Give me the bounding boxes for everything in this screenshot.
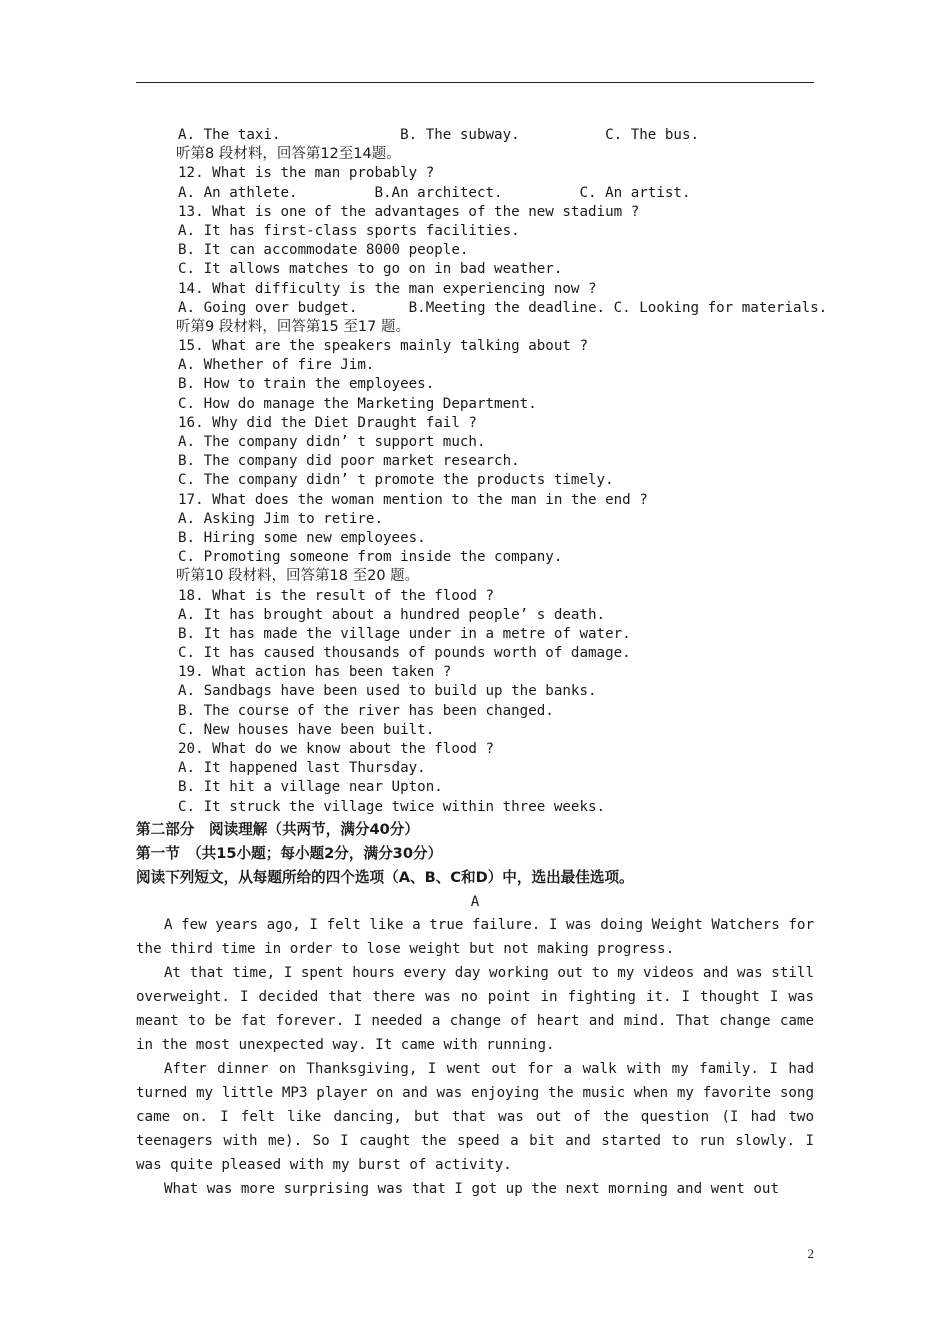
question-line: A. Asking Jim to retire.	[178, 510, 383, 527]
question-line: 15. What are the speakers mainly talking about ?	[178, 338, 588, 355]
question-line: A. It has brought about a hundred people’ s death.	[178, 606, 606, 623]
reading-passage	[136, 913, 814, 1201]
header-rule	[136, 82, 814, 83]
question-line: C. How do manage the Marketing Department.	[178, 395, 537, 412]
question-line: B. It hit a village near Upton.	[178, 779, 443, 796]
question-line: 17. What does the woman mention to the man in the end ?	[178, 491, 648, 508]
question-line: 13. What is one of the advantages of the new stadium ?	[178, 203, 640, 220]
passage-letter: A	[470, 894, 480, 910]
question-line: A. It has first-class sports facilities.	[178, 222, 520, 239]
listening-section-instruction: 听第9 段材料，回答第15 至17 题。	[176, 318, 410, 335]
question-line: B. It has made the village under in a metre of water.	[178, 625, 631, 642]
question-line: 19. What action has been taken ?	[178, 664, 452, 681]
question-line: A. It happened last Thursday.	[178, 760, 426, 777]
question-line: C. It has caused thousands of pounds worth of damage.	[178, 645, 631, 662]
question-line: B. The course of the river has been changed.	[178, 702, 554, 719]
page-number: 2	[807, 1246, 814, 1261]
reading-instruction: 阅读下列短文，从每题所给的四个选项（A、B、C和D）中，选出最佳选项。	[136, 869, 634, 886]
question-line: 18. What is the result of the flood ?	[178, 587, 495, 604]
section-one-heading: 第一节 （共15小题；每小题2分，满分30分）	[136, 845, 443, 862]
question-line: 14. What difficulty is the man experiencing now ?	[178, 280, 597, 297]
part-two-heading: 第二部分 阅读理解（共两节，满分40分）	[136, 821, 419, 838]
listening-questions	[176, 126, 828, 817]
listening-section-instruction: 听第10 段材料，回答第18 至20 题。	[176, 568, 420, 585]
question-line: B. It can accommodate 8000 people.	[178, 242, 469, 259]
question-line: C. The company didn’ t promote the products timely.	[178, 472, 614, 489]
question-line: C. It allows matches to go on in bad weather.	[178, 261, 563, 278]
question-line: A. An athlete. B.An architect. C. An artist.	[178, 184, 691, 201]
passage-paragraph: At that time, I spent hours every day working out to my videos and was still overweight. I decided that there was no point in fighting it. I thought I was meant to be fat forever. I needed a change of heart and mind. That change came in the most unexpected way. It came with running.	[136, 965, 814, 1053]
reading-section-headings	[136, 818, 816, 890]
question-line: 20. What do we know about the flood ?	[178, 741, 495, 757]
question-line: B. How to train the employees.	[178, 376, 435, 393]
question-line: 16. Why did the Diet Draught fail ?	[178, 414, 477, 431]
question-line: A. Going over budget. B.Meeting the deadline. C. Looking for materials.	[178, 299, 828, 316]
question-line: 12. What is the man probably ?	[178, 165, 435, 182]
question-line: C. It struck the village twice within three weeks.	[178, 798, 606, 815]
passage-paragraph: What was more surprising was that I got up the next morning and went out	[164, 1181, 779, 1197]
question-line: A. Whether of fire Jim.	[178, 357, 375, 374]
passage-paragraph: After dinner on Thanksgiving, I went out for a walk with my family. I had turned my little MP3 player on and was enjoying the music when my favorite song came on. I felt like dancing, but that was out of the question (I had two teenagers with me). So I caught the speed a bit and started to run slowly. I was quite pleased with my burst of activity.	[136, 1061, 814, 1173]
question-line: A. The taxi. B. The subway. C. The bus.	[178, 127, 700, 143]
question-line: C. Promoting someone from inside the company.	[178, 549, 563, 566]
passage-paragraph: A few years ago, I felt like a true failure. I was doing Weight Watchers for the third time in order to lose weight but not making progress.	[136, 917, 814, 957]
question-line: A. Sandbags have been used to build up the banks.	[178, 683, 597, 700]
question-line: B. Hiring some new employees.	[178, 529, 426, 546]
question-line: B. The company did poor market research.	[178, 453, 520, 470]
listening-section-instruction: 听第8 段材料，回答第12至14题。	[176, 146, 401, 163]
question-line: A. The company didn’ t support much.	[178, 434, 486, 450]
question-line: C. New houses have been built.	[178, 721, 435, 738]
